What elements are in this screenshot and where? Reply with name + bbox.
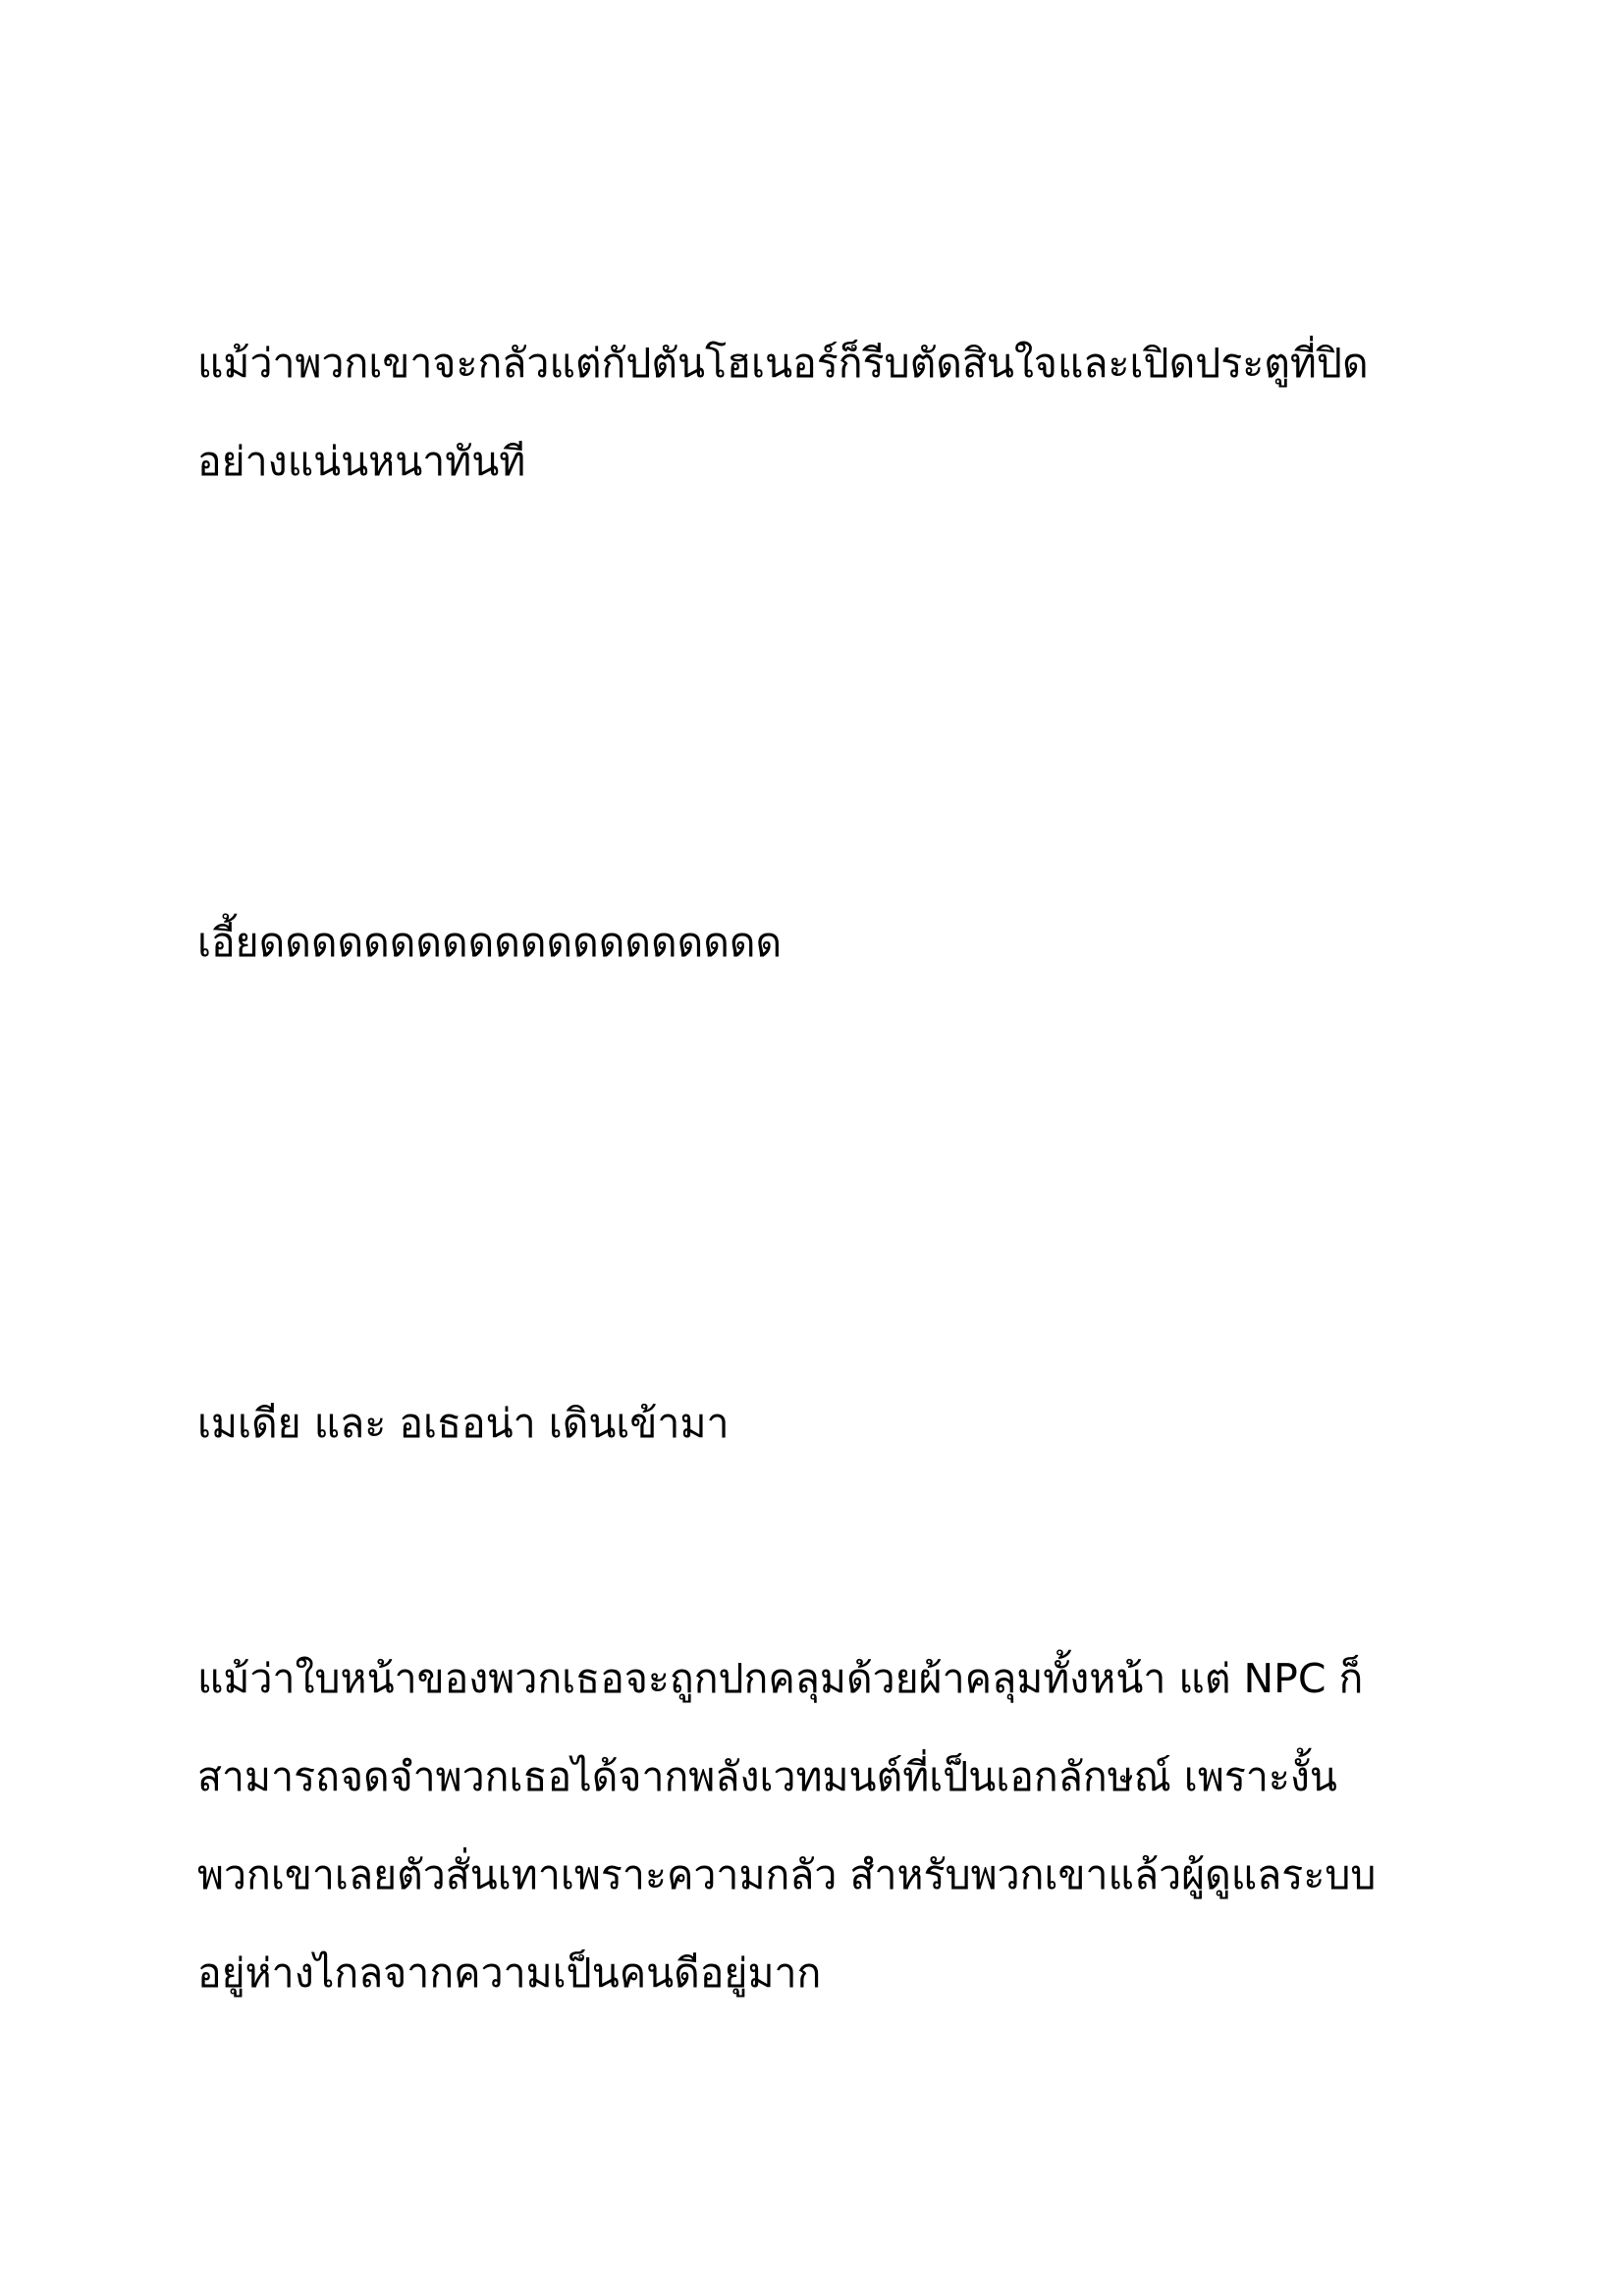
- paragraph-2-line-1: เอี้ยดดดดดดดดดดดดดดดดดดดด: [197, 919, 783, 966]
- paragraph-4-line-1: แม้ว่าใบหน้าของพวกเธอจะถูกปกคลุมด้วยผ้าคลุมทั้งหน้า แต่ NPC ก็: [197, 1655, 1364, 1702]
- paragraph-1-line-2: อย่างแน่นหนาทันที: [197, 438, 526, 485]
- paragraph-1-line-1: แม้ว่าพวกเขาจะกลัวแต่กัปตันโฮเนอร์ก็รีบตัดสินใจและเปิดประตูที่ปิด: [197, 340, 1369, 387]
- paragraph-4-line-3: พวกเขาเลยตัวสั่นเทาเพราะความกลัว สำหรับพวกเขาแล้วผู้ดูแลระบบ: [197, 1851, 1377, 1898]
- paragraph-4-line-4: อยู่ห่างไกลจากความเป็นคนดีอยู่มาก: [197, 1949, 822, 1997]
- paragraph-4-line-2: สามารถจดจำพวกเธอได้จากพลังเวทมนต์ที่เป็นเอกลักษณ์ เพราะงั้น: [197, 1753, 1337, 1800]
- paragraph-3-line-1: เมเดีย และ อเธอน่า เดินเข้ามา: [197, 1400, 730, 1447]
